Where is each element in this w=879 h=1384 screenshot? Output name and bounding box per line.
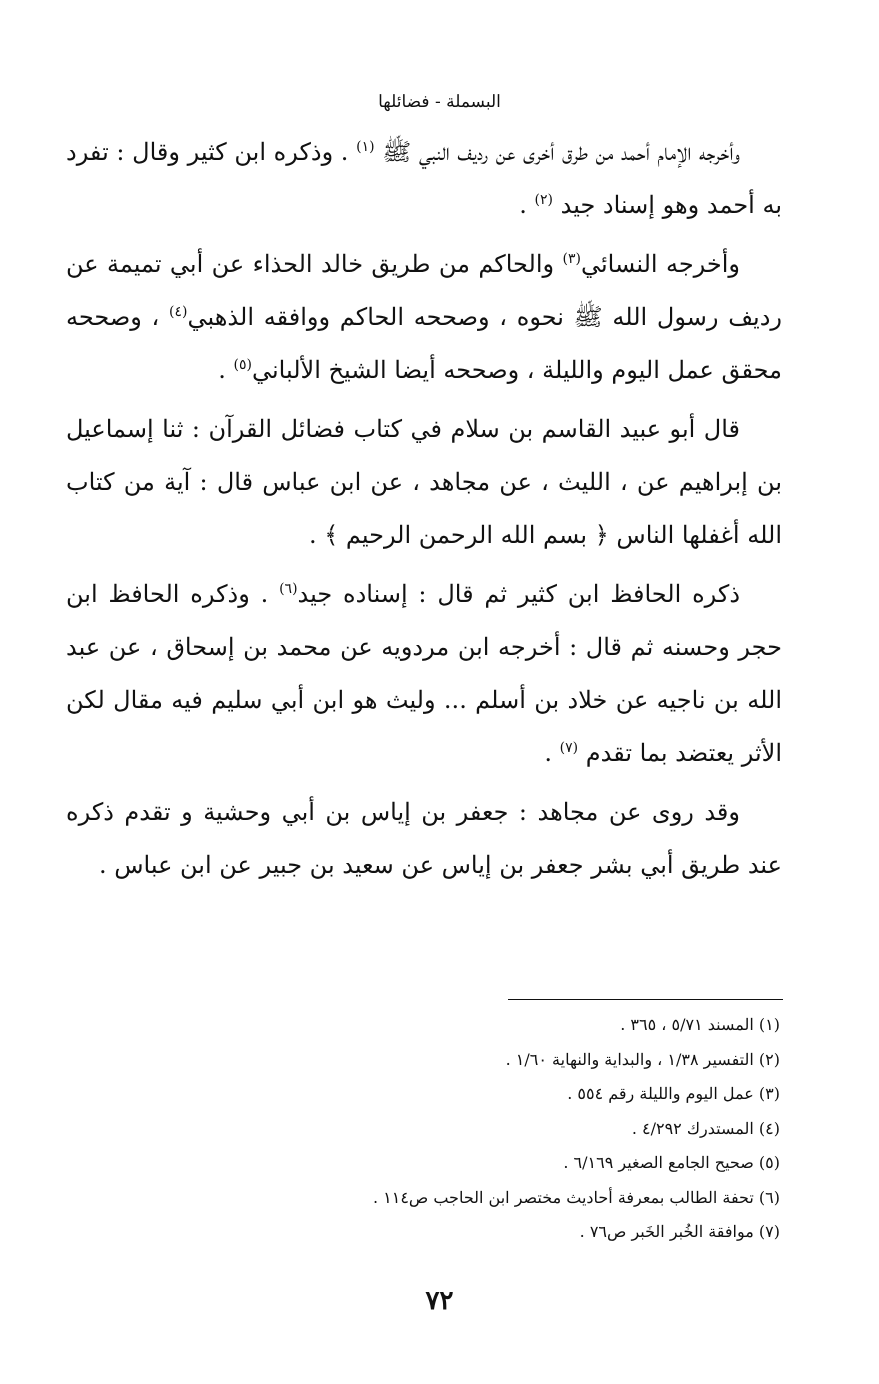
footnote-ref: (٥) <box>233 357 252 373</box>
footnote-item: (١) المسند ٥/٧١ ، ٣٦٥ . <box>620 1015 780 1034</box>
footnote-item: (٣) عمل اليوم والليلة رقم ٥٥٤ . <box>567 1084 780 1103</box>
text-run: وأخرجه الإمام أحمد من طرق أخرى عن رديف النبي ﷺ <box>374 138 741 166</box>
footnote-item: (٥) صحيح الجامع الصغير ٦/١٦٩ . <box>563 1153 780 1172</box>
footnotes <box>300 1008 780 1250</box>
text-run: . <box>544 739 560 767</box>
footnote-item: (٧) موافقة الخُبر الخَبر ص٧٦ . <box>579 1222 780 1241</box>
paragraph <box>66 403 782 562</box>
text-run: . <box>519 191 535 219</box>
footnote-ref: (٤) <box>169 304 188 320</box>
text-run: ذكره الحافظ ابن كثير ثم قال : إسناده جيد <box>297 580 740 608</box>
paragraph <box>66 786 782 892</box>
text-run: والحاكم من طريق خالد الحذاء عن أبي تميمة عن رديف رسول الله ﷺ نحوه ، وصححه الحاكم ووافقه الذهبي <box>66 250 782 331</box>
text-run: قال أبو عبيد القاسم بن سلام في كتاب فضائل القرآن : ثنا إسماعيل بن إبراهيم عن ، الليث ، عن مجاهد ، عن ابن عباس قال : آية من كتاب الله أغفلها الناس ﴿ بسم الله الرحمن الرحيم ﴾ . <box>66 415 782 549</box>
footnote-ref: (١) <box>356 139 375 155</box>
text-run: ، وصححه محقق عمل اليوم والليلة ، وصححه أيضا الشيخ الألباني <box>66 303 782 384</box>
footnote-item: (٤) المستدرك ٤/٢٩٢ . <box>631 1118 780 1138</box>
text-run: . <box>218 356 234 384</box>
paragraph <box>66 126 782 232</box>
text-run: وأخرجه النسائي <box>580 250 741 278</box>
footnote-divider <box>508 999 783 1000</box>
footnote-ref: (٣) <box>562 251 581 267</box>
paragraph <box>66 238 782 397</box>
text-run: . وذكره الحافظ ابن حجر وحسنه ثم قال : أخرجه ابن مردويه عن محمد بن إسحاق ، عن عبد الله بن ناجيه عن خلاد بن أسلم ... وليث هو ابن أبي سليم فيه مقال لكن الأثر يعتضد بما تقدم <box>66 580 782 767</box>
footnote-item: (٢) التفسير ١/٣٨ ، والبداية والنهاية ١/٦٠ . <box>505 1049 780 1069</box>
running-header: البسملة - فضائلها <box>378 92 501 112</box>
body-text <box>66 126 782 898</box>
footnote-item: (٦) تحفة الطالب بمعرفة أحاديث مختصر ابن الحاجب ص١١٤ . <box>372 1187 780 1207</box>
text-run: وقد روى عن مجاهد : جعفر بن إياس بن أبي وحشية و تقدم ذكره عند طريق أبي بشر جعفر بن إياس عن سعيد بن جبير عن ابن عباس . <box>66 798 782 879</box>
paragraph <box>66 568 782 780</box>
footnote-ref: (٧) <box>559 740 579 756</box>
footnote-ref: (٦) <box>279 581 298 597</box>
text-run: . وذكره ابن كثير وقال : تفرد به أحمد وهو إسناد جيد <box>66 138 782 219</box>
footnote-ref: (٢) <box>534 192 553 208</box>
page-number: ٧٢ <box>425 1286 454 1316</box>
